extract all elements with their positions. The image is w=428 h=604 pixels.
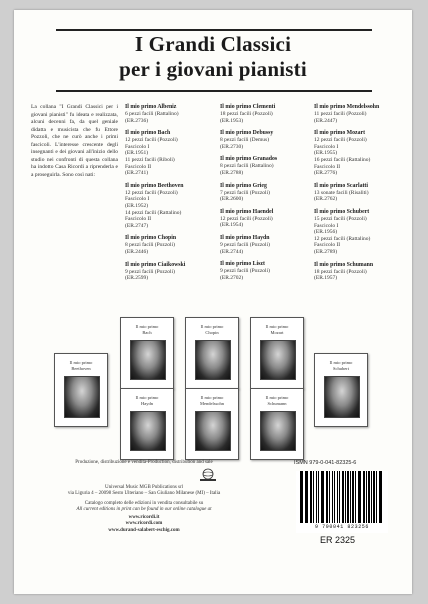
ismn-code: ISMN 979-0-041-82325-6 xyxy=(294,460,357,466)
back-cover xyxy=(14,10,412,594)
entry-title: Il mio primo Chopin xyxy=(125,235,177,242)
entry-detail: 12 pezzi facili (Pozzoli) xyxy=(125,137,178,144)
book-cover-bach xyxy=(120,317,174,389)
entry-detail: (ER.2741) xyxy=(125,170,149,177)
entry-detail: (ER.1957) xyxy=(314,275,338,282)
entry-detail: (ER.2736) xyxy=(125,117,149,124)
book-cover-haydn xyxy=(120,388,174,460)
entry-title: Il mio primo Mendelssohn xyxy=(314,104,380,110)
entry-detail: (ER.2447) xyxy=(314,117,338,124)
entry-title: Il mio primo Bach xyxy=(125,130,171,137)
catalog-entry xyxy=(314,183,406,203)
catalog-entry xyxy=(220,235,312,255)
address-text: via Liguria 4 – 20098 Sesto Ulteriano – San Giuliano Milanese (MI) – Italia xyxy=(67,491,221,497)
entry-title: Il mio primo Debussy xyxy=(220,130,274,137)
catalog-entry xyxy=(220,261,312,281)
book-label: Il mio primo xyxy=(135,395,159,400)
entry-detail: Fascicolo I xyxy=(314,222,339,229)
entry-title: Il mio primo Beethoven xyxy=(125,182,184,189)
catalog-entry xyxy=(220,156,312,176)
book-label: Il mio primo xyxy=(329,360,353,365)
entry-detail: (ER.2788) xyxy=(220,169,244,176)
entry-title: Il mio primo Haydn xyxy=(220,234,270,241)
entry-detail: (ER.2789) xyxy=(314,248,338,255)
entry-detail: 15 pezzi facili (Pozzoli) xyxy=(314,215,367,222)
entry-detail: 7 pezzi facili (Pozzoli) xyxy=(220,189,270,196)
catalog-entry xyxy=(125,130,217,177)
book-composer: Beethoven xyxy=(71,365,91,371)
catalog-note xyxy=(14,501,274,514)
entry-detail: Fascicolo I xyxy=(314,143,339,150)
catalog-column-2 xyxy=(220,104,312,287)
catalog-entry xyxy=(314,130,406,177)
portrait-image xyxy=(195,340,231,380)
entry-detail: 11 pezzi facili (Riboli) xyxy=(125,156,175,163)
portrait-image xyxy=(64,376,100,418)
book-label: Il mio primo xyxy=(200,324,224,329)
website-ricordi-it[interactable]: www.ricordi.it xyxy=(128,515,160,520)
entry-detail: 13 sonate facili (Risaliti) xyxy=(314,189,369,196)
catalog-entry xyxy=(220,209,312,229)
book-label: Il mio primo xyxy=(265,324,289,329)
entry-detail: (ER.2762) xyxy=(314,196,338,203)
catalog-entry xyxy=(125,183,217,230)
entry-detail: 12 pezzi facili (Rattalino) xyxy=(314,235,371,242)
catalog-entry xyxy=(125,104,217,124)
entry-detail: (ER.2730) xyxy=(220,143,244,150)
top-rule xyxy=(56,29,372,31)
entry-detail: 8 pezzi facili (Demus) xyxy=(220,137,270,144)
entry-detail: (ER.2744) xyxy=(220,248,244,255)
entry-title: Il mio primo Granados xyxy=(220,156,278,163)
entry-detail: (ER.2446) xyxy=(125,248,149,255)
book-cover-mozart xyxy=(250,317,304,389)
production-line xyxy=(14,460,274,466)
entry-title: Il mio primo Schubert xyxy=(314,208,370,215)
entry-detail: 8 pezzi facili (Pozzoli) xyxy=(125,242,175,249)
barcode-bars xyxy=(300,471,384,523)
entry-detail: (ER.1951) xyxy=(125,150,149,157)
publisher-address xyxy=(14,485,274,498)
barcode xyxy=(296,471,388,533)
book-cover-mendelssohn xyxy=(185,388,239,460)
catalog-entry xyxy=(125,262,217,282)
catalog-note-en: All current editions in print can be found in our online catalogue at xyxy=(76,507,212,513)
entry-detail: 18 pezzi facili (Pozzoli) xyxy=(314,268,367,275)
universal-logo-icon xyxy=(197,468,219,482)
entry-title: Il mio primo Scarlatti xyxy=(314,182,368,189)
entry-title: Il mio primo Clementi xyxy=(220,104,276,110)
portrait-image xyxy=(130,340,166,380)
book-label: Il mio primo xyxy=(135,324,159,329)
portrait-image xyxy=(130,411,166,451)
entry-detail: 6 pezzi facili (Rattalino) xyxy=(125,111,179,117)
entry-detail: 18 pezzi facili (Pozzoli) xyxy=(220,111,273,117)
entry-detail: 9 pezzi facili (Pozzoli) xyxy=(220,241,270,248)
portrait-image xyxy=(195,411,231,451)
portrait-image xyxy=(260,340,296,380)
entry-detail: Fascicolo II xyxy=(314,242,341,249)
book-composer: Schubert xyxy=(333,365,349,371)
entry-detail: (ER.2702) xyxy=(220,274,244,281)
catalog-entry xyxy=(220,183,312,203)
entry-detail: (ER.1955) xyxy=(314,150,338,157)
entry-title: Il mio primo Mozart xyxy=(314,130,366,137)
entry-detail: Fascicolo I xyxy=(125,196,150,203)
entry-title: Il mio primo Schumann xyxy=(314,261,374,268)
entry-title: Il mio primo Albeniz xyxy=(125,104,177,110)
catalog-entry xyxy=(314,104,406,124)
portrait-image xyxy=(260,411,296,451)
catalog-entry xyxy=(125,235,217,255)
entry-detail: Fascicolo II xyxy=(314,163,341,170)
entry-detail: 12 pezzi facili (Pozzoli) xyxy=(314,137,367,144)
entry-title: Il mio primo Haendel xyxy=(220,208,274,215)
production-text: Produzione, distribuzione e vendita-Production, distribution and sale xyxy=(75,460,213,465)
book-composer: Mendelssohn xyxy=(200,400,224,406)
entry-detail: 16 pezzi facili (Rattalino) xyxy=(314,156,371,163)
entry-detail: Fascicolo II xyxy=(125,216,152,223)
book-cover-schubert xyxy=(314,353,368,427)
entry-detail: 9 pezzi facili (Pozzoli) xyxy=(220,268,270,275)
book-composer: Bach xyxy=(142,329,152,335)
entry-detail: (ER.2600) xyxy=(220,196,244,203)
entry-detail: Fascicolo I xyxy=(125,143,150,150)
series-title: I Grandi Classici xyxy=(134,32,292,56)
barcode-digits: 9 790041 823256 xyxy=(314,524,369,530)
entry-detail: 11 pezzi facili (Pozzoli) xyxy=(314,111,367,117)
entry-detail: 8 pezzi facili (Rattalino) xyxy=(220,163,274,170)
entry-detail: (ER.2776) xyxy=(314,170,338,177)
portrait-image xyxy=(324,376,360,418)
publisher-name: Universal Music MGB Publications srl xyxy=(104,485,184,490)
entry-detail: 14 pezzi facili (Rattalino) xyxy=(125,209,182,216)
book-cover-beethoven xyxy=(54,353,108,427)
entry-title: Il mio primo Liszt xyxy=(220,261,265,268)
website-ricordi-com[interactable]: www.ricordi.com xyxy=(125,521,163,527)
book-label: Il mio primo xyxy=(265,395,289,400)
entry-detail: Fascicolo II xyxy=(125,163,152,170)
entry-detail: (ER.1956) xyxy=(314,229,338,236)
entry-detail: 9 pezzi facili (Pozzoli) xyxy=(125,268,175,275)
website-links xyxy=(14,515,274,534)
book-cover-schumann xyxy=(250,388,304,460)
book-composer: Mozart xyxy=(270,329,284,335)
entry-title: Il mio primo Grieg xyxy=(220,182,267,189)
catalog-entry xyxy=(314,262,406,282)
book-composer: Haydn xyxy=(141,400,153,406)
catalog-entry xyxy=(314,209,406,256)
entry-title: Il mio primo Ciaikowski xyxy=(125,261,186,268)
entry-detail: 12 pezzi facili (Pozzoli) xyxy=(220,215,273,222)
book-label: Il mio primo xyxy=(200,395,224,400)
website-durand[interactable]: www.durand-salabert-eschig.com xyxy=(108,527,180,533)
book-label: Il mio primo xyxy=(69,360,93,365)
entry-detail: (ER.1954) xyxy=(220,222,244,229)
catalog-entry xyxy=(220,130,312,150)
entry-detail: (ER.1953) xyxy=(220,117,244,124)
intro-text: La collana "I Grandi Classici per i giovani pianisti" fu ideata e realizzata, alcuni decenni fa, da quel geniale didatta e musicista che fu Ettore Pozzoli, che ne curò anche i primi fascicoli. L'interesse crescente degli insegnanti e dei giovani all'inizio dello studio nei confronti di questa collana ha indotto Casa Ricordi a riprenderla e a proseguirla. Sono così nati: xyxy=(31,104,118,178)
catalog-note-it: Catalogo completo delle edizioni in vendita consultabile su xyxy=(84,501,204,506)
entry-detail: 12 pezzi facili (Pozzoli) xyxy=(125,189,178,196)
catalog-entry xyxy=(220,104,312,124)
bottom-rule xyxy=(56,90,372,92)
book-cover-chopin xyxy=(185,317,239,389)
book-composer: Chopin xyxy=(205,329,219,335)
entry-detail: (ER.2747) xyxy=(125,222,149,229)
catalog-column-1 xyxy=(125,104,217,288)
er-code: ER 2325 xyxy=(320,535,356,545)
book-composer: Schumann xyxy=(267,400,287,406)
entry-detail: (ER.1952) xyxy=(125,202,149,209)
catalog-column-3 xyxy=(314,104,406,288)
series-subtitle: per i giovani pianisti xyxy=(119,57,307,81)
entry-detail: (ER.2599) xyxy=(125,275,149,282)
